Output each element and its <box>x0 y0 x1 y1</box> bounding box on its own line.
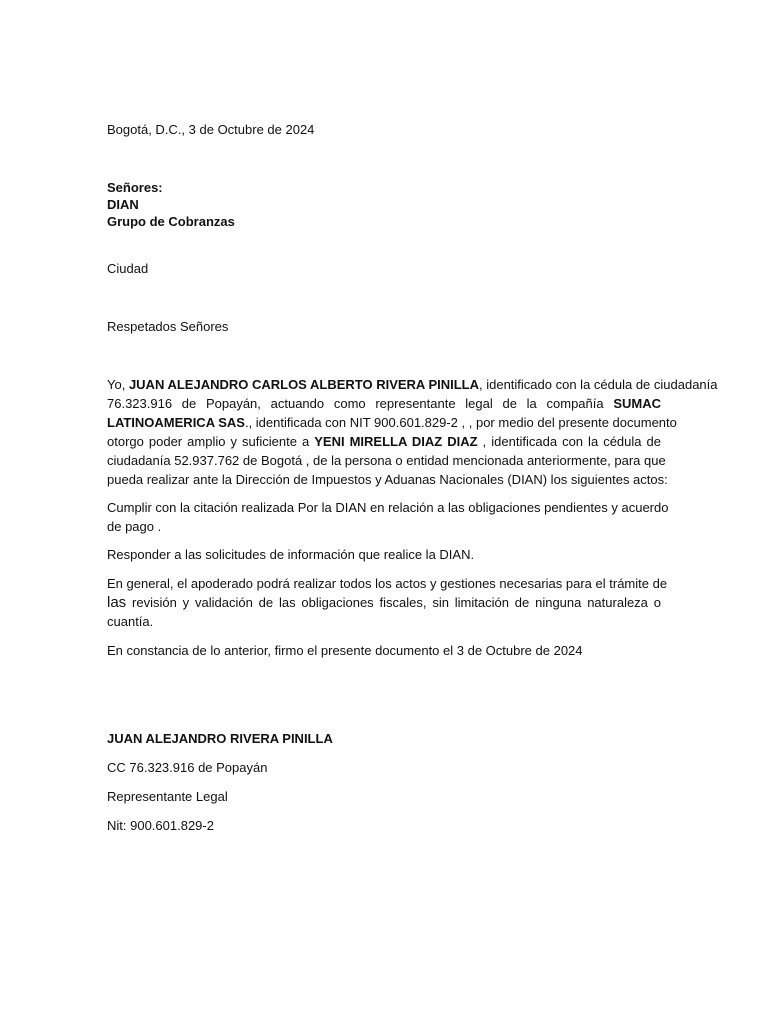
signature-id: CC 76.323.916 de Popayán <box>107 760 268 775</box>
text: , identificado con la cédula de ciudadanía <box>479 377 718 392</box>
general-paragraph <box>107 575 668 632</box>
greeting: Respetados Señores <box>107 319 229 334</box>
recipient-entity: DIAN <box>107 197 139 212</box>
intro-line <box>107 414 677 433</box>
intro-line <box>107 433 661 452</box>
intro-line <box>107 376 718 395</box>
text: , identificada con la cédula de <box>477 433 662 449</box>
intro-line: pueda realizar ante la Dirección de Impuestos y Aduanas Nacionales (DIAN) los siguientes actos: <box>107 471 668 487</box>
salutation: Señores: <box>107 180 163 195</box>
intro-paragraph <box>107 376 718 489</box>
text: Yo, <box>107 377 129 392</box>
attorney-name: YENI MIRELLA DIAZ DIAZ <box>314 433 478 449</box>
general-line: En general, el apoderado podrá realizar todos los actos y gestiones necesarias para el trámite de <box>107 576 668 591</box>
general-line <box>107 594 661 613</box>
text: 76.323.916 de Popayán, actuando como representante legal de la compañía <box>107 395 614 411</box>
signature-nit: Nit: 900.601.829-2 <box>107 818 214 833</box>
signature-role: Representante Legal <box>107 789 228 804</box>
text: revisión y validación de las obligaciones fiscales, sin limitación de ninguna naturaleza o <box>126 594 661 610</box>
signature-name: JUAN ALEJANDRO RIVERA PINILLA <box>107 731 333 746</box>
company-name: LATINOAMERICA SAS <box>107 414 245 430</box>
act-line: Cumplir con la citación realizada Por la DIAN en relación a las obligaciones pendientes y acuerdo <box>107 500 669 515</box>
act-line: de pago . <box>107 518 162 534</box>
text: las <box>107 593 127 611</box>
company-name: SUMAC <box>613 395 661 411</box>
act-1-paragraph <box>107 499 669 537</box>
text: ., identificada con NIT 900.601.829-2 , , por medio del presente documento <box>244 414 677 430</box>
recipient-city: Ciudad <box>107 261 149 276</box>
intro-line <box>107 395 661 414</box>
act-2-paragraph: Responder a las solicitudes de información que realice la DIAN. <box>107 547 475 562</box>
grantor-name: JUAN ALEJANDRO CARLOS ALBERTO RIVERA PINILLA <box>128 377 479 392</box>
general-line: cuantía. <box>107 613 154 629</box>
closing-line: En constancia de lo anterior, firmo el presente documento el 3 de Octubre de 2024 <box>107 643 583 658</box>
intro-line: ciudadanía 52.937.762 de Bogotá , de la persona o entidad mencionada anteriormente, para que <box>107 452 666 468</box>
recipient-department: Grupo de Cobranzas <box>107 214 235 229</box>
date-line: Bogotá, D.C., 3 de Octubre de 2024 <box>107 122 315 137</box>
text: otorgo poder amplio y suficiente a <box>107 433 315 449</box>
